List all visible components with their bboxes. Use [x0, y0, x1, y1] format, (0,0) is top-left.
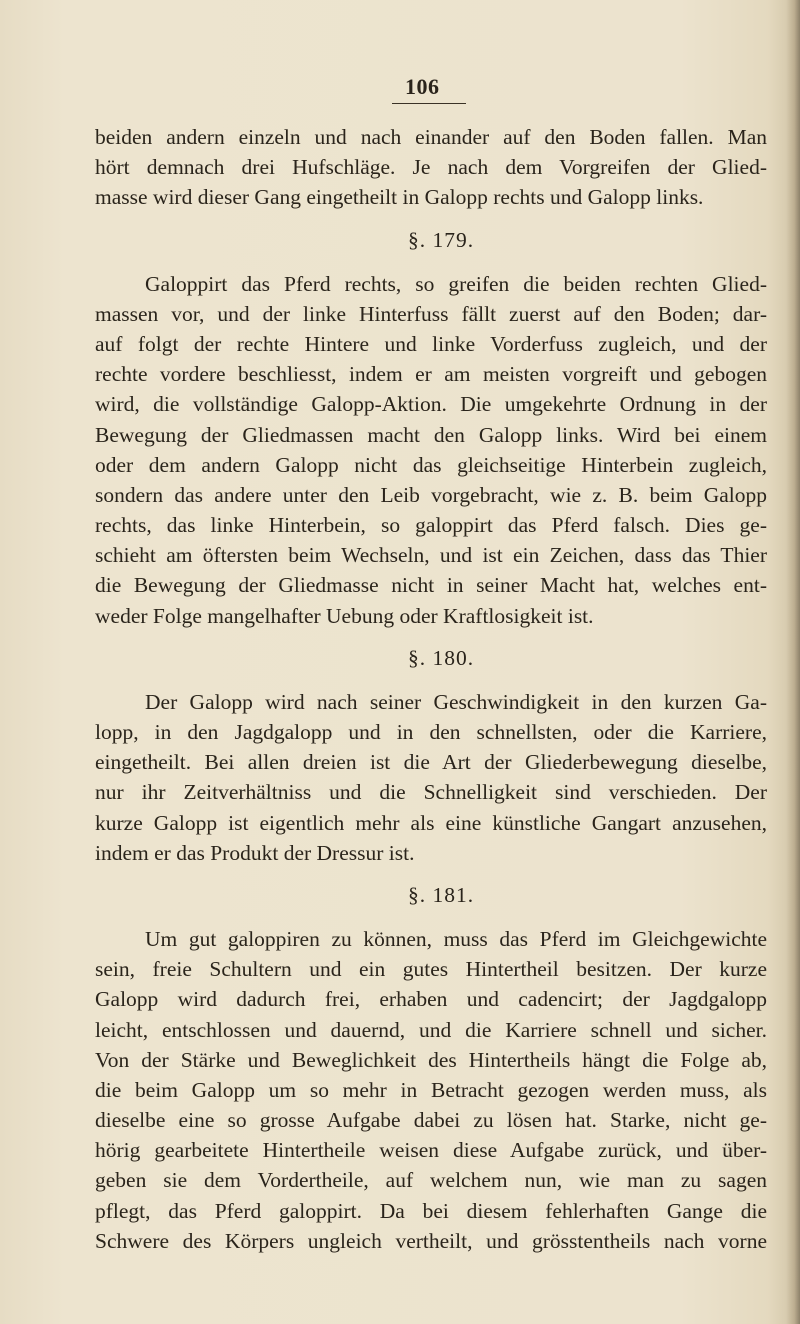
text-line: Schwere des Körpers ungleich vertheilt, und grösstentheils nach vorne [95, 1228, 767, 1253]
text-line: kurze Galopp ist eigentlich mehr als eine künstliche Gangart anzusehen, [95, 810, 767, 835]
paragraph-180 [95, 687, 767, 868]
page-number: 106 [405, 74, 440, 99]
text-line: dieselbe eine so grosse Aufgabe dabei zu lösen hat. Starke, nicht ge- [95, 1108, 767, 1133]
section-heading-181: §. 181. [407, 882, 475, 907]
text-line: beiden andern einzeln und nach einander auf den Boden fallen. Man [95, 125, 767, 149]
body-text [95, 122, 767, 1256]
text-line: geben sie dem Vordertheile, auf welchem nun, wie man zu sagen [95, 1168, 767, 1193]
text-line: sondern das andere unter den Leib vorgebracht, wie z. B. beim Galopp [95, 482, 767, 507]
section-heading-180: §. 180. [407, 645, 475, 670]
page-header [380, 74, 470, 100]
text-line: Von der Stärke und Beweglichkeit des Hintertheils hängt die Folge ab, [95, 1047, 767, 1072]
text-line: massen vor, und der linke Hinterfuss fällt zuerst auf den Boden; dar- [95, 301, 767, 326]
section-heading-179: §. 179. [407, 227, 475, 252]
text-line: oder dem andern Galopp nicht das gleichseitige Hinterbein zugleich, [95, 452, 767, 477]
text-line: eingetheilt. Bei allen dreien ist die Art der Gliederbewegung dieselbe, [95, 750, 767, 775]
paragraph-181 [95, 924, 767, 1256]
text-line: indem er das Produkt der Dressur ist. [95, 840, 415, 865]
text-line: Um gut galoppiren zu können, muss das Pferd im Gleichgewichte [145, 926, 767, 951]
text-line: nur ihr Zeitverhältniss und die Schnelligkeit sind verschieden. Der [95, 780, 767, 805]
text-line: die beim Galopp um so mehr in Betracht gezogen werden muss, als [95, 1077, 767, 1102]
text-line: masse wird dieser Gang eingetheilt in Galopp rechts und Galopp links. [95, 185, 704, 210]
page-edge-shadow [786, 0, 800, 1324]
text-line: auf folgt der rechte Hintere und linke Vorderfuss zugleich, und der [95, 331, 767, 356]
text-line: hört demnach drei Hufschläge. Je nach dem Vorgreifen der Glied- [95, 155, 767, 180]
text-line: hörig gearbeitete Hintertheile weisen diese Aufgabe zurück, und über- [95, 1138, 767, 1163]
text-line: Bewegung der Gliedmassen macht den Galopp links. Wird bei einem [95, 422, 767, 447]
text-line: rechts, das linke Hinterbein, so galoppirt das Pferd falsch. Dies ge- [95, 513, 767, 538]
text-line: Galoppirt das Pferd rechts, so greifen die beiden rechten Glied- [145, 271, 767, 296]
text-line: weder Folge mangelhafter Uebung oder Kraftlosigkeit ist. [95, 603, 594, 628]
paragraph-continuation [95, 122, 767, 213]
text-line: pflegt, das Pferd galoppirt. Da bei diesem fehlerhaften Gange die [95, 1198, 767, 1223]
text-line: wird, die vollständige Galopp-Aktion. Die umgekehrte Ordnung in der [95, 392, 767, 417]
text-line: die Bewegung der Gliedmasse nicht in seiner Macht hat, welches ent- [95, 573, 767, 598]
text-line: schieht am öftersten beim Wechseln, und ist ein Zeichen, dass das Thier [95, 543, 767, 568]
text-line: sein, freie Schultern und ein gutes Hintertheil besitzen. Der kurze [95, 957, 767, 982]
text-line: rechte vordere beschliesst, indem er am meisten vorgreift und gebogen [95, 362, 767, 387]
text-line: lopp, in den Jagdgalopp und in den schnellsten, oder die Karriere, [95, 720, 767, 744]
header-rule [392, 103, 466, 104]
text-line: leicht, entschlossen und dauernd, und die Karriere schnell und sicher. [95, 1017, 767, 1042]
text-line: Der Galopp wird nach seiner Geschwindigkeit in den kurzen Ga- [145, 689, 767, 714]
paragraph-179 [95, 269, 767, 631]
text-line: Galopp wird dadurch frei, erhaben und cadencirt; der Jagdgalopp [95, 987, 767, 1012]
